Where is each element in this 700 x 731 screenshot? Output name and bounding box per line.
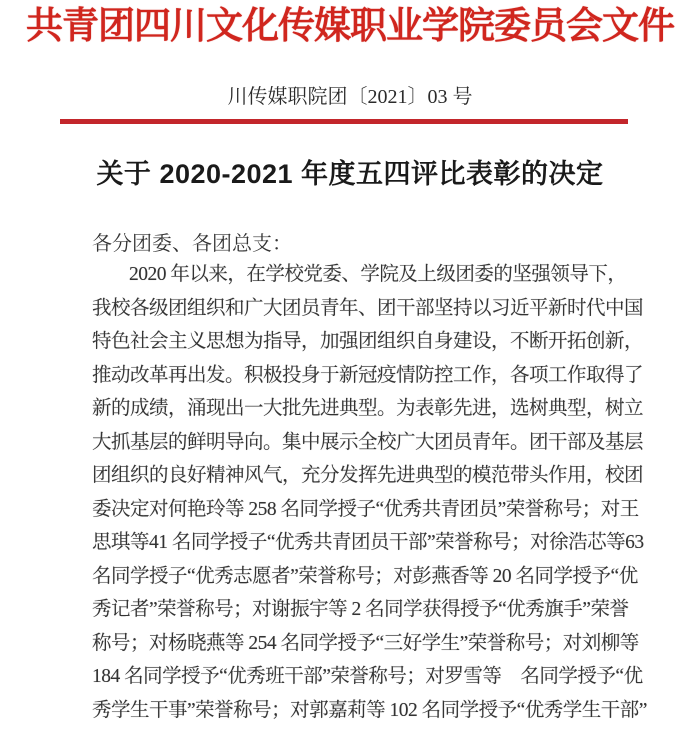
salutation-line: 各分团委、各团总支： — [92, 233, 292, 255]
body-line: 大抓基层的鲜明导向。集中展示全校广大团员青年。团干部及基层 — [92, 431, 644, 453]
body-line: 秀记者”荣誉称号；对谢振宇等 2 名同学获得授予“优秀旗手”荣誉 — [92, 599, 629, 620]
document-number: 川传媒职院团〔2021〕03 号 — [227, 86, 473, 108]
document-body — [92, 258, 647, 727]
body-line: 2020 年以来，在学校党委、学院及上级团委的坚强领导下， — [129, 264, 627, 285]
body-line: 新的成绩，涌现出一大批先进典型。为表彰先进，选树典型，树立 — [92, 398, 644, 419]
document-header-org-title: 共青团四川文化传媒职业学院委员会文件 — [26, 5, 674, 46]
body-line: 特色社会主义思想为指导，加强团组织自身建设，不断开拓创新， — [92, 331, 644, 352]
body-line: 委决定对何艳玲等 258 名同学授子“优秀共青团员”荣誉称号；对王 — [92, 498, 639, 520]
red-divider-line — [60, 119, 628, 124]
body-line: 称号；对杨晓燕等 254 名同学授予“三好学生”荣誉称号；对刘柳等 — [92, 632, 639, 654]
body-line: 团组织的良好精神风气，充分发挥先进典型的模范带头作用，校团 — [92, 465, 644, 486]
document-title: 关于 2020-2021 年度五四评比表彰的决定 — [96, 159, 604, 189]
body-line: 名同学授子“优秀志愿者”荣誉称号；对彭燕香等 20 名同学授予“优 — [92, 565, 638, 587]
body-line: 秀学生干事”荣誉称号；对郭嘉莉等 102 名同学授予“优秀学生干部” — [92, 699, 647, 721]
body-line: 推动改革再出发。积极投身于新冠疫情防控工作，各项工作取得了 — [92, 364, 644, 386]
body-line: 思琪等41 名同学授子“优秀共青团员干部”荣誉称号；对徐浩芯等63 — [92, 532, 644, 553]
body-line: 我校各级团组织和广大团员青年、团干部坚持以习近平新时代中国 — [92, 297, 644, 319]
body-line: 184 名同学授予“优秀班干部”荣誉称号；对罗雪等 名同学授予“优 — [92, 666, 643, 687]
